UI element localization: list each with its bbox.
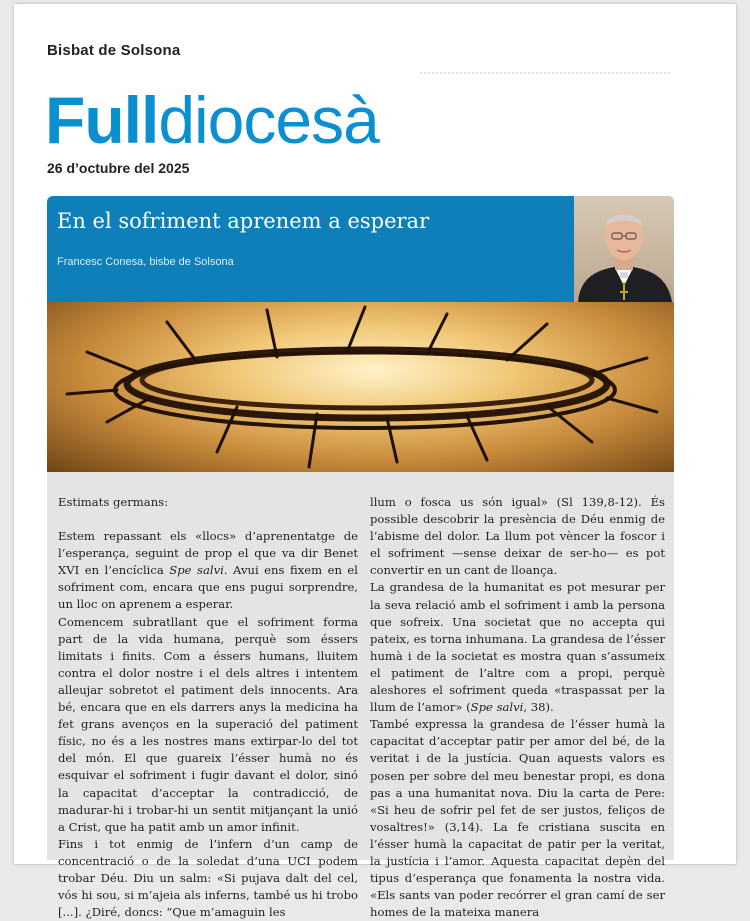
article-author: Francesc Conesa, bisbe de Solsona [57,256,234,268]
article-banner [47,196,674,302]
bishop-portrait-image [574,196,674,302]
crown-of-thorns-photo [47,302,674,472]
publisher-name: Bisbat de Solsona [47,42,181,59]
paragraph: llum o fosca us són igual» (Sl 139,8-12). És possible descobrir la presència de Déu enmig de l’abisme del dolor. La llum pot vèncer la foscor i el sofriment —sense deixar de ser-ho— es pot convertir en un cant de lloança. [370,495,665,578]
masthead-bold: Full [45,83,159,157]
masthead-logo [45,82,379,157]
article-column-left [58,494,358,921]
article-column-right [370,494,665,921]
dotted-divider [420,72,670,74]
bishop-portrait [574,196,674,302]
paragraph: Fins i tot enmig de l’infern d’un camp de concentració o de la soledat d’una UCI podem trobar Déu. Diu un salm: «Si pujava dalt del cel, vós hi sou, si m’ajeia als inferns, també us hi trobo [...]. ¿Diré, doncs: “Que m’amaguin les [58,836,358,920]
paragraph: Estem repassant els «llocs» d’aprenentatge de l’esperança, seguint de prop el que va dir Benet XVI en l’encíclica Spe salvi. Avui ens fixem en el sofriment com, encara que ens pugui sorprendre, un lloc on aprenem a esperar. [58,529,358,612]
masthead-light: diocesà [158,83,379,157]
article-title: En el sofriment aprenem a esperar [57,209,430,233]
crown-of-thorns-image [47,302,674,472]
paragraph: La grandesa de la humanitat es pot mesurar per la seva relació amb el sofriment i amb la persona que sofreix. Una societat que no accepta qui pateix, es torna inhumana. La grandesa de l’ésser humà i de la societat es mostra quan s’assumeix el patiment de l’altre com a propi, perquè aleshores el sofriment queda «traspassat per la llum de l’amor» (Spe salvi, 38). [370,580,665,715]
salutation: Estimats germans: [58,495,169,509]
issue-date: 26 d’octubre del 2025 [47,160,190,176]
paragraph: Comencem subratllant que el sofriment forma part de la vida humana, perquè som éssers limitats i finits. Com a éssers humans, lluitem contra el dolor nostre i el dels altres i intentem alleujar sobretot el patiment dels innocents. Ara bé, encara que en els darrers anys la medicina ha fet grans avenços en la superació del patiment físic, no és a les nostres mans extirpar-lo del tot del món. El que guareix l’ésser humà no és esquivar el sofriment i fugir davant el dolor, sinó la capacitat d’acceptar la contradicció, de madurar-hi i trobar-hi un sentit mitjançant la unió a Crist, que ha patit amb un amor infinit. [58,614,358,834]
paragraph: També expressa la grandesa de l’ésser humà la capacitat d’acceptar patir per amor del bé, de la veritat i de la justícia. Quan aquests valors es posen per sobre del meu benestar propi, es dona pas a una humanitat nova. Diu la carta de Pere: «Si heu de sofrir pel fet de ser justos, feliços de vosaltres!» (3,14). La fe cristiana suscita en l’ésser humà la capacitat de patir per la veritat, la justícia i l’amor. Aquesta capacitat depèn del tipus d’esperança que fonamenta la nostra vida. «Els sants van poder recórrer el gran camí de ser homes de la mateixa manera [370,717,665,920]
